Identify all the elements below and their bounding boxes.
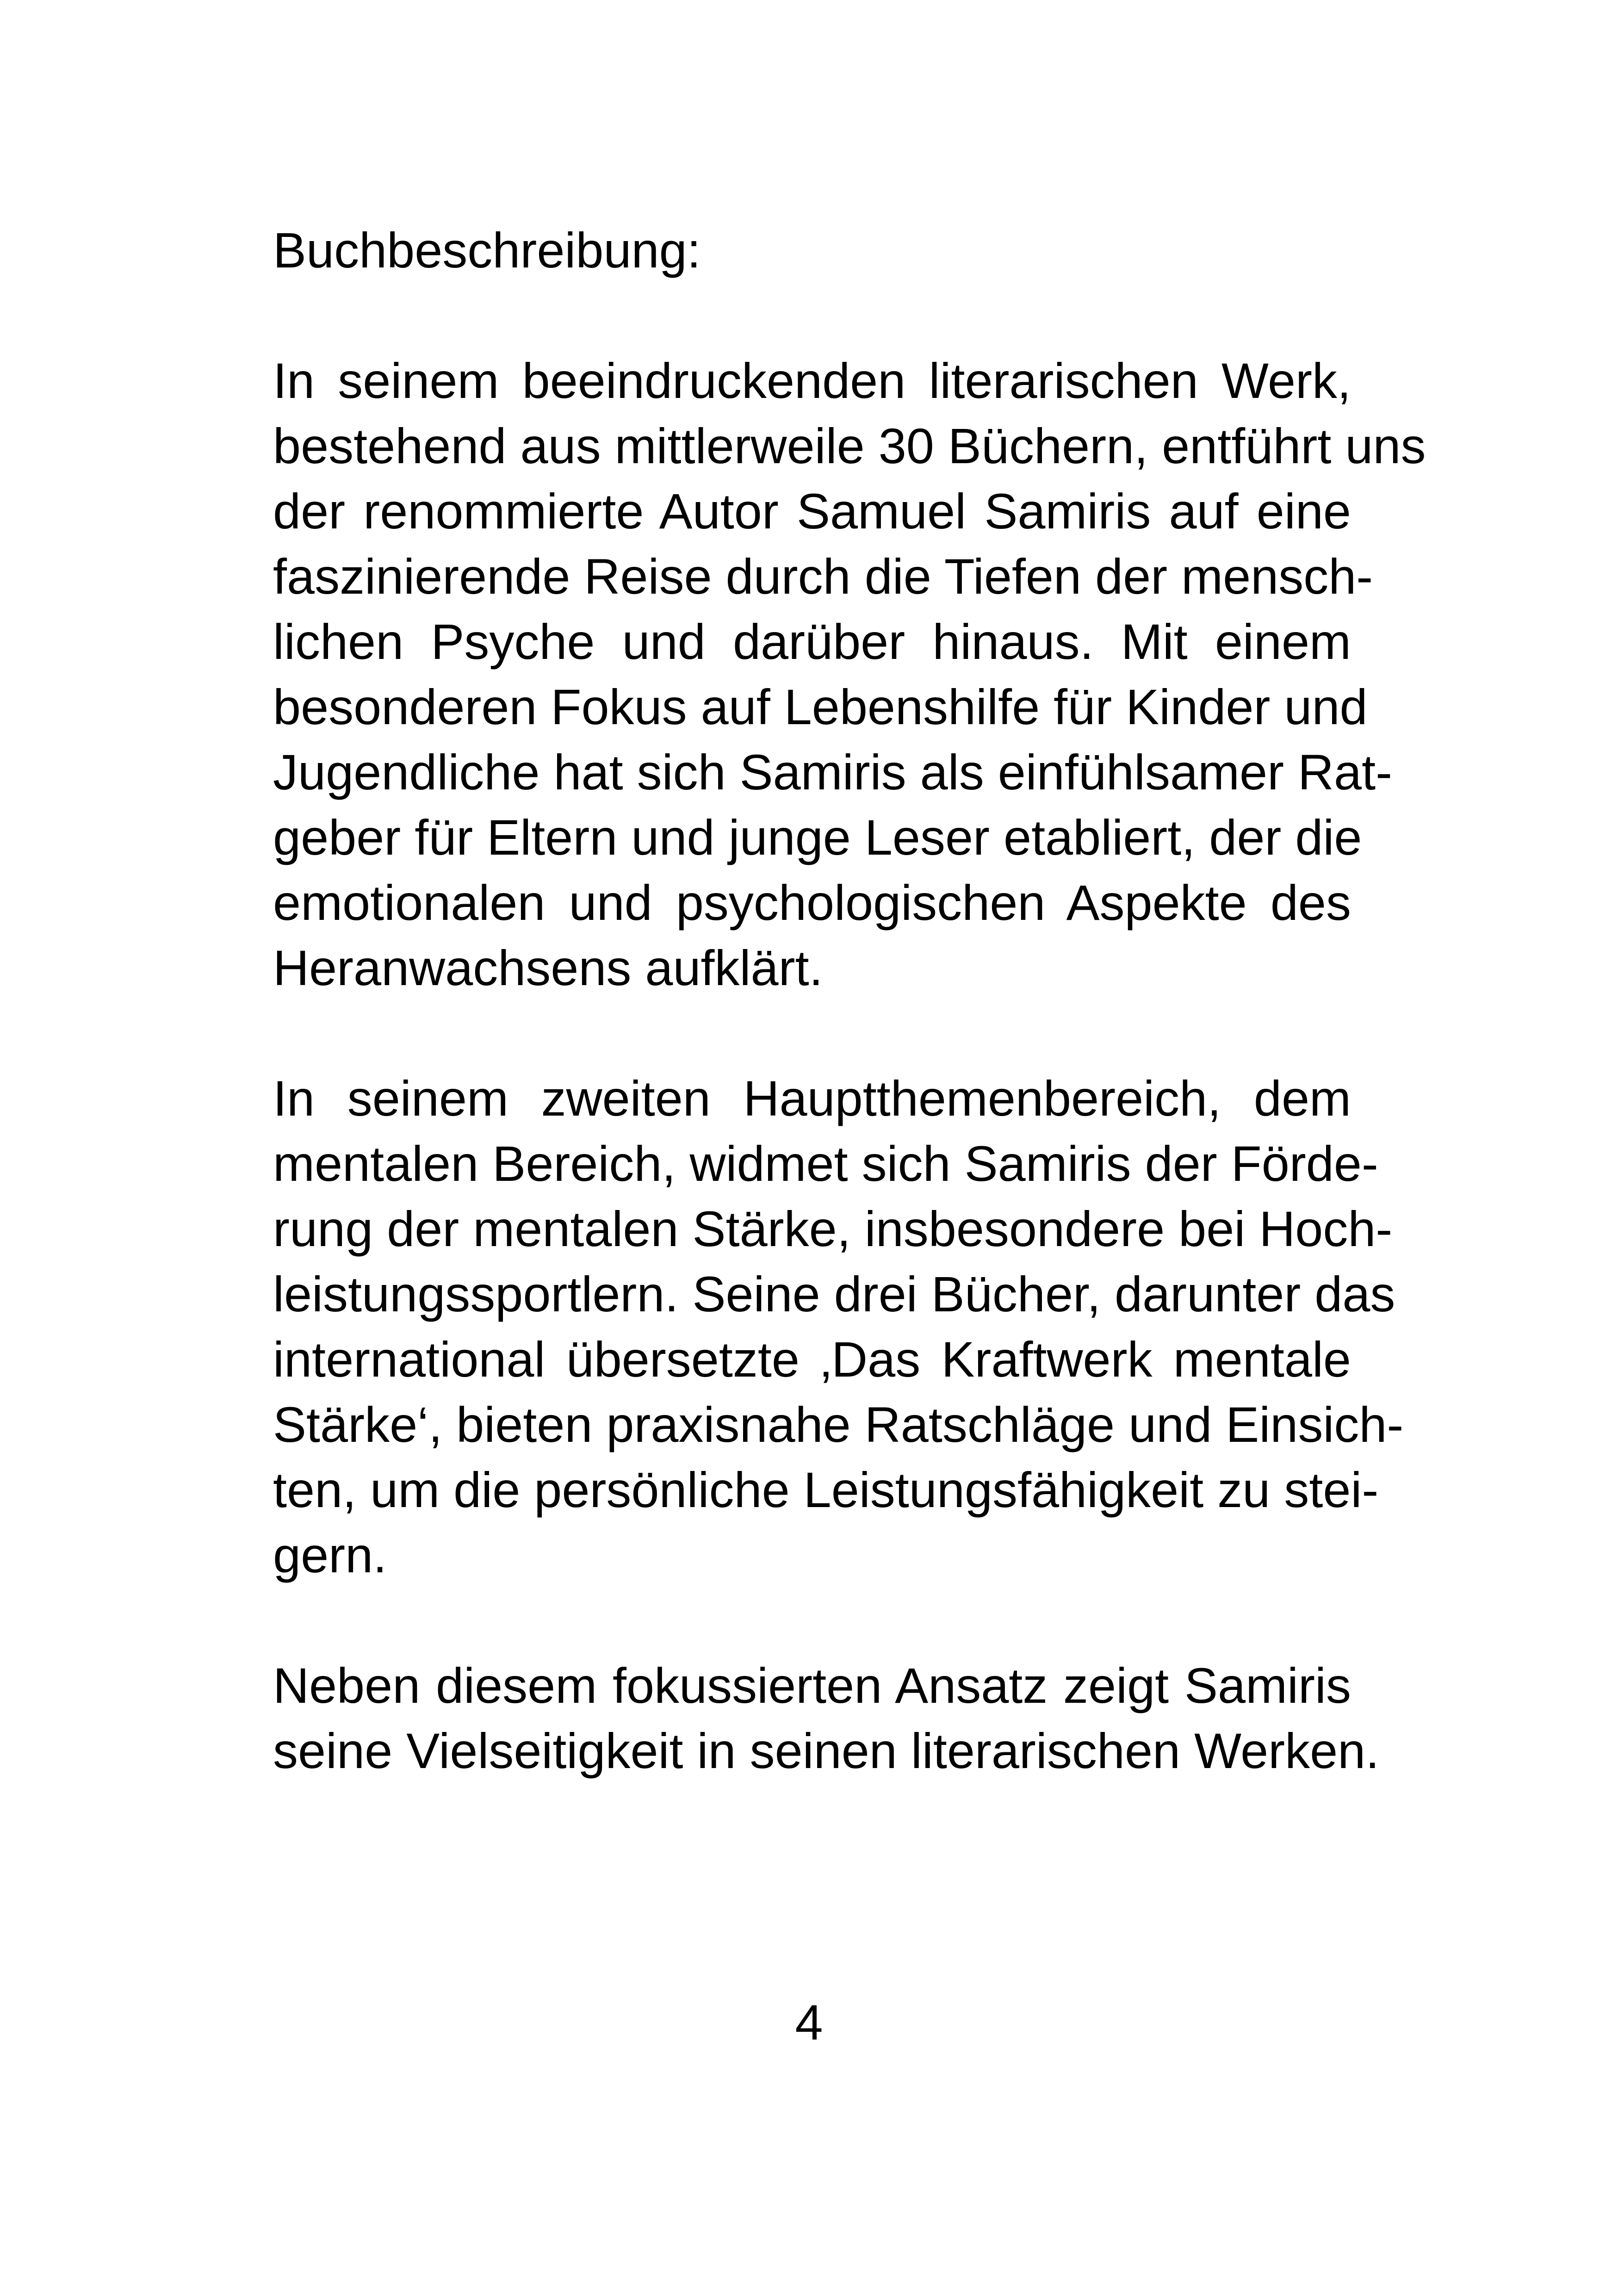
paragraph-3	[273, 1653, 1380, 1783]
page-number: 4	[795, 1994, 823, 2050]
text-line: leistungssportlern. Seine drei Bücher, darunter das	[273, 1266, 1395, 1322]
text-line: Heranwachsens aufklärt.	[273, 940, 823, 996]
page-heading: Buchbeschreibung:	[273, 222, 701, 278]
text-line: Jugendliche hat sich Samiris als einfühlsamer Rat-	[273, 744, 1393, 800]
text-line: besonderen Fokus auf Lebenshilfe für Kinder und	[273, 679, 1368, 735]
text-line: Neben diesem fokussierten Ansatz zeigt Samiris	[273, 1657, 1351, 1713]
paragraph-1	[273, 348, 1426, 1000]
body-text	[273, 348, 1426, 1849]
text-line: mentalen Bereich, widmet sich Samiris der Förde-	[273, 1136, 1378, 1191]
text-line: gern.	[273, 1527, 387, 1583]
text-line: bestehend aus mittlerweile 30 Büchern, entführt uns	[273, 418, 1426, 474]
text-line: emotionalen und psychologischen Aspekte des	[273, 875, 1351, 931]
text-line: rung der mentalen Stärke, insbesondere bei Hoch-	[273, 1201, 1393, 1257]
text-line: In seinem beeindruckenden literarischen Werk,	[273, 353, 1351, 409]
paragraph-2	[273, 1066, 1404, 1588]
text-line: seine Vielseitigkeit in seinen literarischen Werken.	[273, 1723, 1380, 1779]
text-line: lichen Psyche und darüber hinaus. Mit einem	[273, 614, 1351, 670]
text-line: In seinem zweiten Hauptthemenbereich, dem	[273, 1070, 1351, 1126]
text-line: Stärke‘, bieten praxisnahe Ratschläge und Einsich-	[273, 1396, 1404, 1452]
text-line: ten, um die persönliche Leistungsfähigkeit zu stei-	[273, 1462, 1379, 1518]
text-line: faszinierende Reise durch die Tiefen der mensch-	[273, 548, 1373, 604]
text-line: geber für Eltern und junge Leser etabliert, der die	[273, 809, 1362, 865]
text-line: international übersetzte ‚Das Kraftwerk mentale	[273, 1331, 1351, 1387]
text-line: der renommierte Autor Samuel Samiris auf eine	[273, 483, 1351, 539]
